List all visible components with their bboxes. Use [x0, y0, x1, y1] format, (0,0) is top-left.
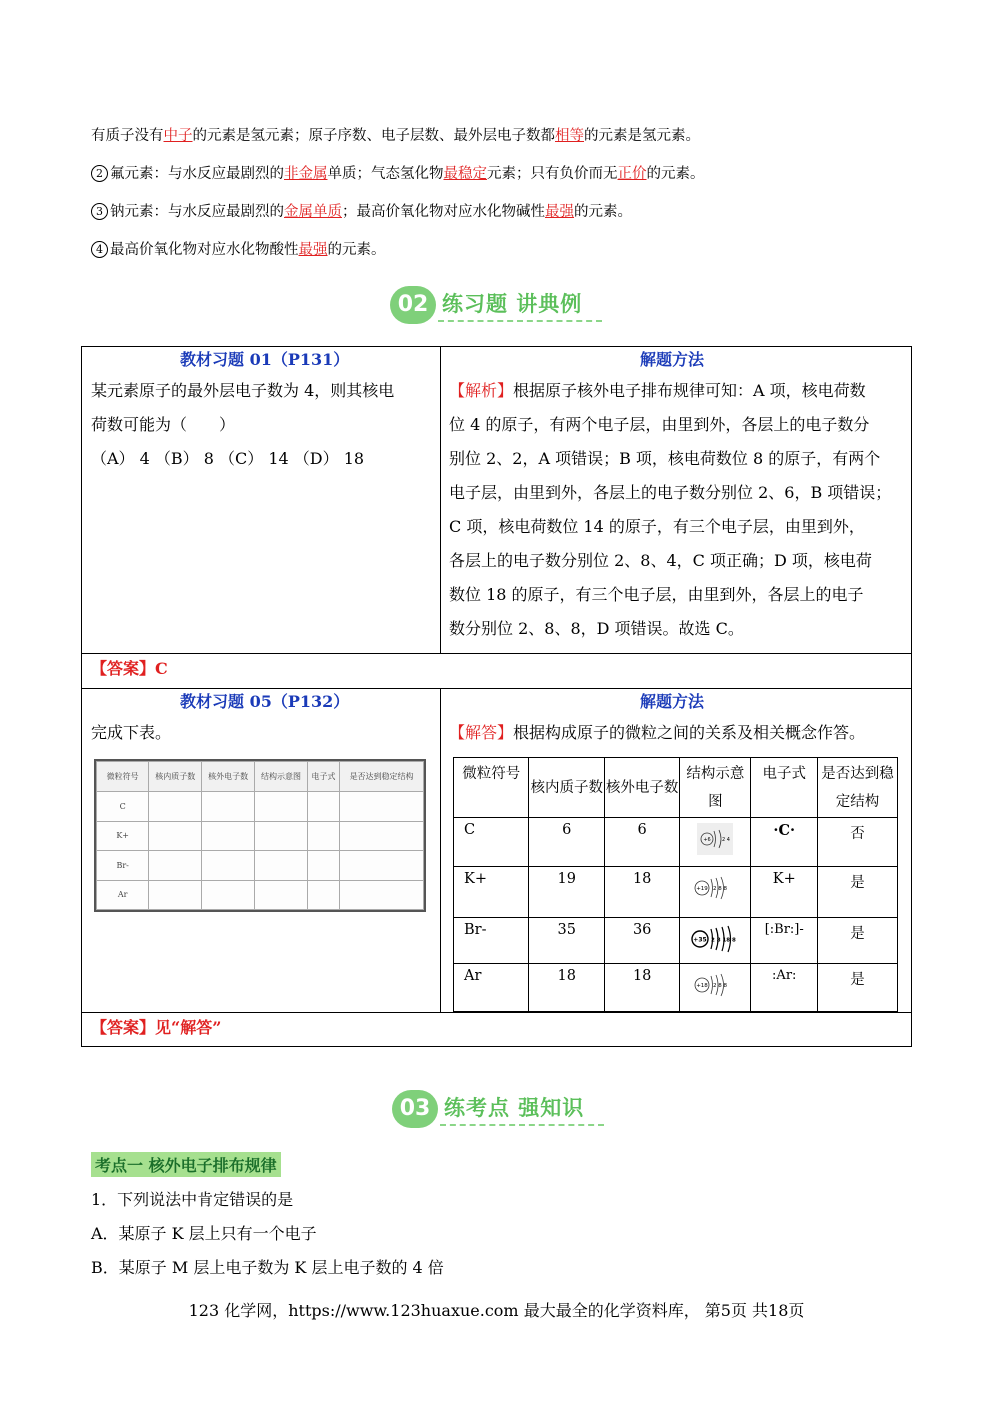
answer-row [454, 918, 898, 964]
answer-row [454, 867, 898, 918]
blank-table-image [94, 759, 426, 912]
answer-table-header: 是否达到稳定结构 [818, 758, 898, 818]
blank-table-symbol: C [97, 792, 149, 822]
atom-structure-diagram [689, 922, 741, 956]
electron-formula-cell: :Ar: [751, 964, 818, 1012]
text: 有质子没有 [91, 128, 164, 144]
method-header: 解题方法 [640, 350, 705, 369]
divider [438, 320, 602, 322]
text: 元素；只有负价而无 [487, 166, 618, 182]
analysis-line: 数位 18 的原子，有三个电子层，由里到外，各层上的电子 [449, 585, 864, 604]
shell-label: 2 4 [722, 837, 731, 843]
fill-blank: 中子 [163, 128, 193, 144]
blank-table-header: 电子式 [307, 762, 339, 792]
answer-table-header: 电子式 [751, 758, 818, 818]
option-a: A．某原子 K 层上只有一个电子 [91, 1224, 317, 1243]
section-title: 练习题 讲典例 [442, 292, 583, 316]
intro-line-3 [91, 200, 632, 221]
fill-blank: 金属单质 [284, 204, 342, 220]
stable-cell: 是 [818, 918, 898, 964]
answer-row [454, 818, 898, 867]
intro-line-4 [91, 238, 386, 259]
text: 的元素是氢元素；原子序数、电子层数、最外层电子数都 [192, 128, 555, 144]
exercise-1-analysis [449, 374, 911, 646]
text: 氟元素：与水反应最剧烈的 [110, 166, 284, 182]
question-1: 1．下列说法中肯定错误的是 [91, 1190, 294, 1209]
electrons-cell: 18 [604, 867, 679, 918]
fill-blank: 最强 [298, 242, 328, 258]
answer-table-header: 核内质子数 [529, 758, 604, 818]
answer-table [453, 757, 898, 1011]
divider [440, 346, 441, 653]
section-banner-03 [392, 1084, 622, 1134]
blank-table-header: 核外电子数 [202, 762, 255, 792]
analysis-line: 根据原子核外电子排布规律可知：A 项，核电荷数 [513, 381, 866, 400]
section-number: 02 [390, 286, 436, 324]
fill-blank: 正价 [617, 166, 647, 182]
question-options: （A） 4 （B） 8 （C） 14 （D） 18 [91, 449, 365, 468]
answer-table-header: 微粒符号 [454, 758, 529, 818]
item-number-circle: 2 [91, 165, 108, 182]
blank-table-header: 核内质子数 [149, 762, 202, 792]
shell-label: 2 8 8 [713, 983, 728, 989]
exercise-2-question: 完成下表。 [91, 723, 172, 742]
analysis-line: 数分别位 2、8、8，D 项错误。故选 C。 [449, 619, 744, 638]
electrons-cell: 36 [604, 918, 679, 964]
symbol-cell: K+ [454, 867, 529, 918]
intro-line-2 [91, 162, 705, 183]
option-b: B．某原子 M 层上电子数为 K 层上电子数的 4 倍 [91, 1258, 444, 1277]
nucleus-label: +18 [696, 983, 709, 989]
section-number: 03 [392, 1090, 438, 1128]
atom-structure-diagram [695, 822, 735, 856]
shell-label: 2 8 18 8 [711, 937, 737, 944]
item-number-circle: 3 [91, 203, 108, 220]
question-line: 某元素原子的最外层电子数为 4，则其核电 [91, 381, 395, 400]
text: 的元素。 [574, 204, 632, 220]
exercise-1-question [91, 374, 436, 476]
item-number-circle: 4 [91, 241, 108, 258]
intro-line-1 [91, 124, 700, 145]
atom-structure-diagram [691, 968, 739, 1002]
fill-blank: 相等 [555, 128, 584, 144]
protons-cell: 6 [529, 818, 604, 867]
protons-cell: 19 [529, 867, 604, 918]
shell-label: 2 8 8 [713, 886, 728, 892]
structure-diagram-cell [680, 964, 751, 1012]
stable-cell: 否 [818, 818, 898, 867]
protons-cell: 18 [529, 964, 604, 1012]
blank-table-header: 微粒符号 [97, 762, 149, 792]
structure-diagram-cell [680, 918, 751, 964]
electron-formula-cell: ·C· [751, 818, 818, 867]
exercise-1-answer: 【答案】C [91, 659, 168, 678]
exercise-2-header: 教材习题 05（P132） [180, 692, 350, 711]
text: 钠元素：与水反应最剧烈的 [110, 204, 284, 220]
topic-label: 考点一 核外电子排布规律 [91, 1152, 281, 1177]
analysis-line: 电子层，由里到外，各层上的电子数分别位 2、6，B 项错误； [449, 483, 892, 502]
analysis-tag: 【解析】 [449, 381, 514, 400]
solution-text: 根据构成原子的微粒之间的关系及相关概念作答。 [513, 723, 866, 742]
nucleus-label: +19 [696, 886, 709, 892]
nucleus-label: +6 [703, 837, 712, 843]
symbol-cell: Ar [454, 964, 529, 1012]
atom-structure-diagram [691, 871, 739, 905]
structure-diagram-cell [680, 867, 751, 918]
method-header: 解题方法 [640, 692, 705, 711]
blank-table-header: 结构示意图 [255, 762, 308, 792]
answer-table-header: 结构示意图 [680, 758, 751, 818]
section-title: 练考点 强知识 [444, 1096, 585, 1120]
question-line: 荷数可能为（ ） [91, 415, 236, 434]
text: 最高价氧化物对应水化物酸性 [110, 242, 299, 258]
exercise-1-header: 教材习题 01（P131） [180, 350, 350, 369]
blank-table-header: 是否达到稳定结构 [340, 762, 424, 792]
divider [81, 653, 912, 654]
divider [440, 1124, 604, 1126]
fill-blank: 最稳定 [443, 166, 487, 182]
divider [81, 1012, 912, 1013]
stable-cell: 是 [818, 867, 898, 918]
solution-tag: 【解答】 [449, 723, 514, 742]
section-banner-02 [390, 280, 620, 330]
text: 单质；气态氢化物 [327, 166, 444, 182]
text: ；最高价氧化物对应水化物碱性 [342, 204, 545, 220]
analysis-line: 各层上的电子数分别位 2、8、4，C 项正确；D 项，核电荷 [449, 551, 872, 570]
divider [440, 688, 441, 1012]
answer-row [454, 964, 898, 1012]
blank-table-symbol: Ar [97, 880, 149, 910]
exercise-2-solution [449, 716, 865, 750]
text: 的元素。 [646, 166, 705, 182]
symbol-cell: Br- [454, 918, 529, 964]
symbol-cell: C [454, 818, 529, 867]
page-footer: 123 化学网，https://www.123huaxue.com 最大最全的化学资料库， 第5页 共18页 [188, 1301, 805, 1320]
protons-cell: 35 [529, 918, 604, 964]
stable-cell: 是 [818, 964, 898, 1012]
analysis-line: 别位 2、2，A 项错误；B 项，核电荷数位 8 的原子，有两个 [449, 449, 881, 468]
structure-diagram-cell [680, 818, 751, 867]
text: 的元素是氢元素。 [584, 128, 700, 144]
electrons-cell: 6 [604, 818, 679, 867]
electron-formula-cell: K+ [751, 867, 818, 918]
text: 的元素。 [327, 242, 386, 258]
electrons-cell: 18 [604, 964, 679, 1012]
electron-formula-cell: [:Br:]- [751, 918, 818, 964]
blank-table-symbol: K+ [97, 821, 149, 851]
blank-table-symbol: Br- [97, 851, 149, 881]
nucleus-label: +35 [693, 936, 708, 944]
exercise-2-answer: 【答案】见“解答” [91, 1018, 222, 1037]
analysis-line: 位 4 的原子，有两个电子层，由里到外，各层上的电子数分 [449, 415, 870, 434]
fill-blank: 最强 [545, 204, 574, 220]
fill-blank: 非金属 [284, 166, 328, 182]
answer-table-header: 核外电子数 [604, 758, 679, 818]
analysis-line: C 项，核电荷数位 14 的原子，有三个电子层，由里到外， [449, 517, 865, 536]
